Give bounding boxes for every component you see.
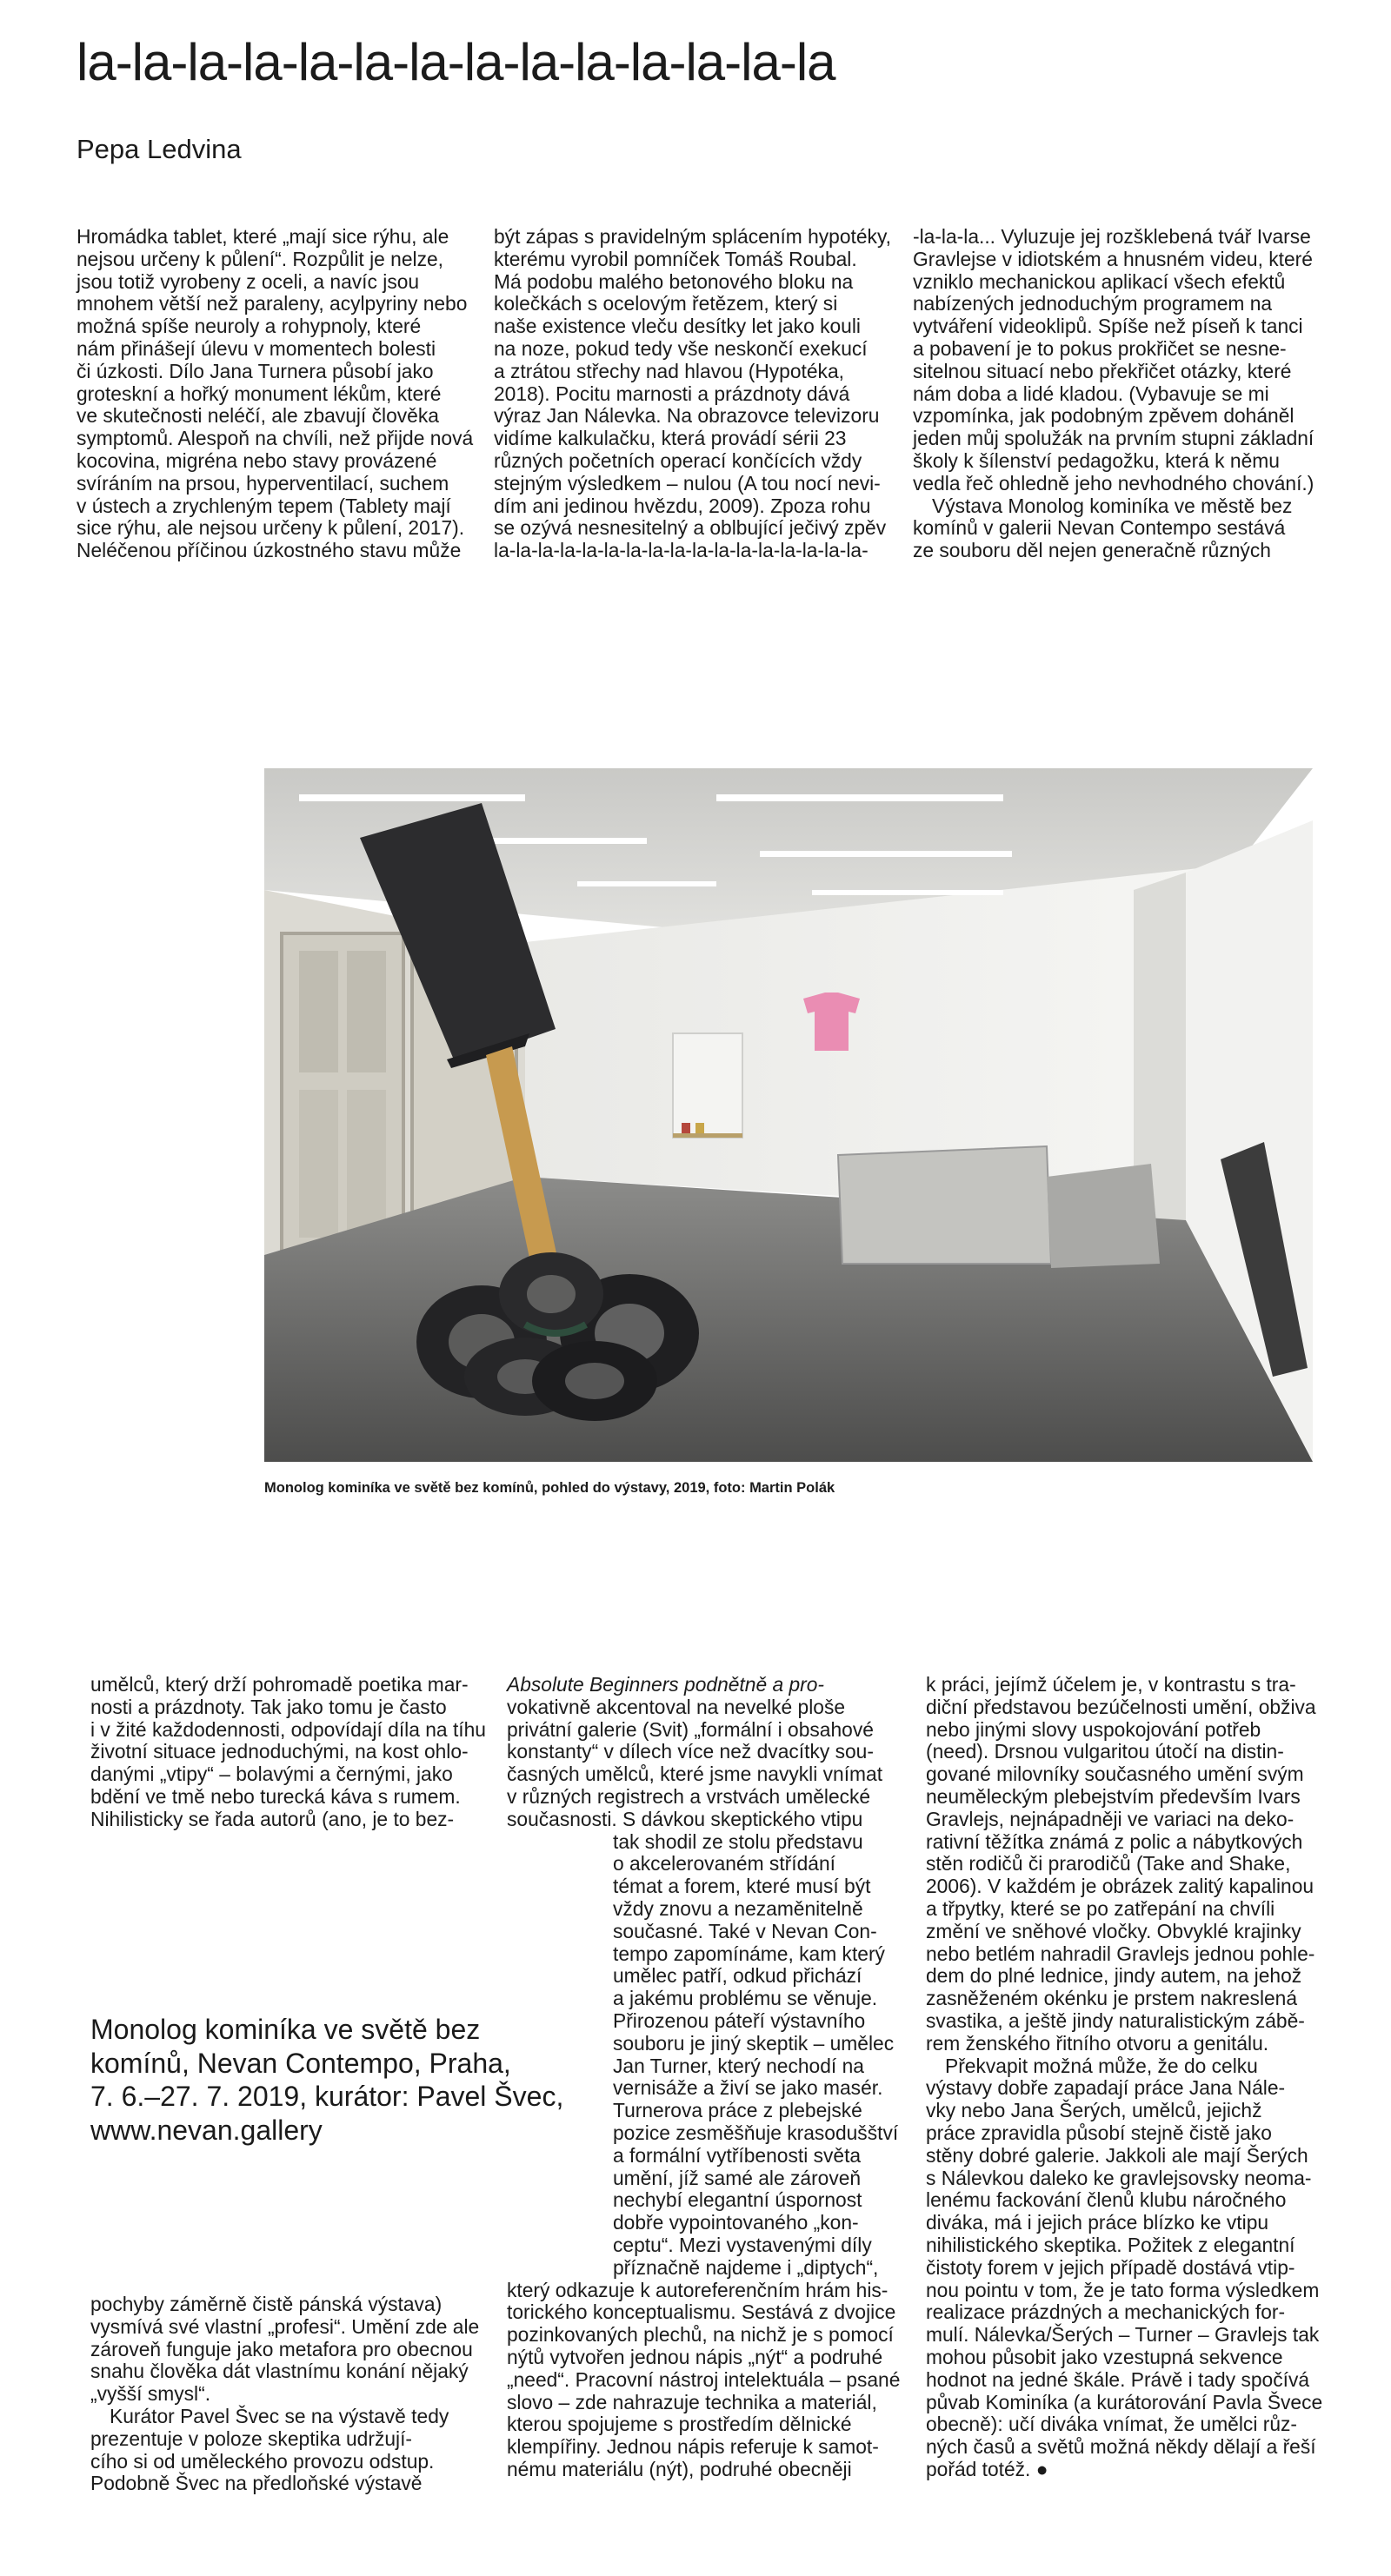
text-line: v různých registrech a vrstvách umělecké [507,1784,871,1808]
text-line: klempířiny. Jednou nápis referuje k samot- [507,2435,879,2459]
text-line: snahu člověka dát vlastnímu konání nějaký [90,2360,469,2383]
text-line: současné. Také v Nevan Con- [613,1919,877,1942]
text-line: Podobně Švec na předloňské výstavě [90,2472,423,2495]
bottom-column-1-bottom [90,2294,499,2495]
text-line: Absolute Beginners podnětně a pro- [507,1673,825,1696]
text-line: a třpytky, které se po zatřepání na chvíli [926,1896,1275,1920]
text-line: nihilistického skeptika. Požitek z elegantní [926,2233,1295,2256]
exhibition-info [90,2013,577,2147]
text-line: ných časů a světů možná někdy dělají a řeší [926,2435,1316,2459]
article-title: la-la-la-la-la-la-la-la-la-la-la-la-la-la [77,33,835,91]
text-line: vždy znovu a nezaměnitelně [613,1896,863,1920]
text-line: nebo jinými slovy uspokojování potřeb [926,1717,1261,1741]
info-line: www.nevan.gallery [90,2114,323,2146]
top-column-2 [494,226,902,562]
text-line: nosti a prázdnoty. Tak jako tomu je často [90,1695,447,1718]
text-line: nou pointu v tom, že je tato forma výsledkem [926,2278,1320,2301]
top-column-1 [77,226,485,562]
text-line: různých početních operací končících vždy [494,448,862,472]
text-line: svastika, a ještě jindy naturalistickým zábě- [926,2008,1305,2032]
text-line: mohou působit jako vzestupná sekvence [926,2345,1283,2368]
text-line: pozinkovaných plechů, na nichž je s pomocí [507,2323,894,2347]
text-line: vytváření videoklipů. Spíše než píseň k tanci [913,315,1303,338]
text-line: Turnerova práce z plebejské [613,2099,862,2122]
text-line: jeden můj spolužák na prvním stupni základní [913,427,1314,450]
info-line: 7. 6.–27. 7. 2019, kurátor: Pavel Švec, [90,2081,564,2112]
text-line: kterému vyrobil pomníček Tomáš Roubal. [494,247,857,270]
text-line: rem ženského řitního otvoru a genitálu. [926,2031,1269,2055]
top-column-3 [913,226,1321,562]
text-line: Gravlejse v idiotském a hnusném videu, které [913,247,1313,270]
text-line: Kurátor Pavel Švec se na výstavě tedy [110,2404,449,2427]
text-line: Má podobu malého betonového bloku na [494,269,854,293]
text-line: a jakému problému se věnuje. [613,1987,878,2010]
text-line: či úzkosti. Dílo Jana Turnera působí jako [77,359,434,382]
text-line: nechybí elegantní úspornost [613,2188,862,2212]
text-line: Jan Turner, který nechodí na [613,2054,864,2077]
text-line: o akcelerovaném střídání [613,1852,835,1876]
text-line: změní ve sněhové vločky. Obvyklé krajinky [926,1919,1301,1942]
text-line: výstavy dobře zapadají práce Jana Nále- [926,2076,1286,2100]
text-line: ze souboru děl nejen generačně různých [913,539,1271,562]
text-line: prezentuje v poloze skeptika udržují- [90,2427,413,2450]
text-line: komínů v galerii Nevan Contempo sestává [913,516,1286,540]
text-line: se ozývá nesnesitelný a oblbující ječivý zpěv [494,516,887,540]
text-line: nému materiálu (nýt), podruhé obecněji [507,2457,852,2480]
text-line: mnohem větší než paraleny, acylpyriny nebo [77,292,468,315]
text-line: dobře vypointovaného „kon- [613,2211,859,2234]
text-line: torického konceptualismu. Sestává z dvojice [507,2300,896,2324]
text-line: Nihilisticky se řada autorů (ano, je to bez- [90,1807,455,1830]
text-line: danými „vtipy“ – bolavými a černými, jako [90,1763,453,1786]
text-line: a formální vytříbenosti světa [613,2143,862,2167]
text-line: kolečkách s ocelovým řetězem, který si [494,292,838,315]
text-line: vernisáže a živí se jako masér. [613,2076,883,2100]
text-line: 2018). Pocitu marnosti a prázdnoty dává [494,382,850,405]
text-line: příznačně najdeme i „diptych“, [613,2255,879,2279]
text-line: groteskní a hořký monument lékům, které [77,382,442,405]
text-line: vky nebo Jana Šerých, umělců, jejichž [926,2099,1262,2122]
text-line: gované milovníky současného umění svým [926,1763,1304,1786]
text-line: -la-la-la... Vyluzuje jej rozšklebená tvář Ivarse [913,225,1311,248]
text-line: (need). Drsnou vulgaritou útočí na distin- [926,1740,1284,1763]
text-line: tempo zapomínáme, kam který [613,1942,885,1965]
text-line: nám přinášejí úlevu v momentech bolesti [77,336,436,360]
text-line: nám doba a lidé kladou. (Vybavuje se mi [913,382,1269,405]
text-line: půvab Kominíka (a kurátorování Pavla Švece [926,2390,1323,2413]
info-line: Monolog kominíka ve světě bez [90,2014,481,2045]
text-line: nabízených jednoduchým programem na [913,292,1273,315]
text-line: neuměleckým plebejstvím především Ivars [926,1784,1301,1808]
text-line: dem do plné lednice, jindy autem, na jehož [926,1964,1302,1988]
photo-caption: Monolog kominíka ve světě bez komínů, pohled do výstavy, 2019, foto: Martin Polák [264,1480,835,1496]
text-line: svíráním na prsou, hyperventilací, suchem [77,471,449,495]
text-line: diční představou bezúčelnosti umění, obživa [926,1695,1316,1718]
text-line: slovo – zde nahrazuje technika a materiál, [507,2390,877,2413]
bottom-column-1-top [90,1674,499,1831]
text-line: stejným výsledkem – nulou (A tou nocí nevi- [494,471,881,495]
text-line: konstanty“ v dílech více než dvacítky sou- [507,1740,874,1763]
text-line: školy k šílenství pedagožku, která k němu [913,448,1280,472]
text-line: pořád totéž. ● [926,2457,1048,2480]
text-line: zasněženém okénku je prstem nakreslená [926,1987,1298,2010]
text-line: a pobavení je to pokus prokřičet se nesne- [913,336,1287,360]
text-line: tak shodil ze stolu představu [613,1829,863,1853]
text-line: rativní těžítka známá z polic a nábytkových [926,1829,1303,1853]
text-line: zároveň funguje jako metafora pro obecnou [90,2337,473,2360]
text-line: vokativně akcentoval na nevelké ploše [507,1695,846,1718]
text-line: dím ani jedinou hvězdu, 2009). Zpoza rohu [494,494,871,517]
text-line: v ústech a zrychleným tepem (Tablety mají [77,494,451,517]
text-line: umění, jíž samé ale zároveň [613,2166,862,2189]
text-line: „need“. Pracovní nástroj intelektuála – psané [507,2367,901,2391]
text-line: symptomů. Alespoň na chvíli, než přijde nová [77,427,474,450]
text-line: naše existence vleču desítky let jako kouli [494,315,861,338]
text-line: nejsou určeny k půlení“. Rozpůlit je nelze, [77,247,443,270]
text-line: vysmívá své vlastní „profesi“. Umění zde ale [90,2314,480,2338]
text-line: lenému fackování členů klubu náročného [926,2188,1287,2212]
text-line: i v žité každodennosti, odpovídají díla na tíhu [90,1717,486,1741]
text-line: vzpomínka, jak podobným zpěvem doháněl [913,404,1294,428]
text-line: s Nálevkou daleko ke gravlejsovsky neoma- [926,2166,1312,2189]
text-line: Gravlejs, nejnápadněji ve variaci na deko- [926,1807,1294,1830]
text-line: který odkazuje k autoreferenčním hrám his- [507,2278,889,2301]
text-line: životní situace jednoduchými, na kost ohlo- [90,1740,469,1763]
text-line: současnosti. S dávkou skeptického vtipu [507,1807,863,1830]
text-line: cího si od uměleckého provozu odstup. [90,2449,435,2473]
info-line: komínů, Nevan Contempo, Praha, [90,2047,511,2079]
text-line: vedla řeč ohledně jeho nevhodného chování.) [913,471,1314,495]
text-line: souboru je jiný skeptik – umělec [613,2031,895,2055]
text-line: privátní galerie (Svit) „formální i obsahové [507,1717,874,1741]
text-line: la-la-la-la-la-la-la-la-la-la-la-la-la-la-la-la-la- [494,539,869,562]
text-line: Překvapit možná může, že do celku [945,2054,1258,2077]
text-line: diváka, má i jejich práce blízko ke vtipu [926,2211,1269,2234]
text-line: stěn rodičů či prarodičů (Take and Shake, [926,1852,1291,1876]
text-line: stěny dobré galerie. Jakkoli ale mají Šerých [926,2143,1308,2167]
text-line: umělců, který drží pohromadě poetika mar- [90,1673,469,1696]
text-line: ve skutečnosti neléčí, ale zbavují člověka [77,404,439,428]
article-author: Pepa Ledvina [77,134,242,164]
text-line: jsou totiž vyrobeny z oceli, a navíc jsou [77,269,420,293]
exhibition-photo [264,768,1313,1462]
text-line: být zápas s pravidelným splácením hypotéky, [494,225,891,248]
text-line: Přirozenou páteří výstavního [613,2008,866,2032]
text-line: pochyby záměrně čistě pánská výstava) [90,2293,443,2315]
text-line: kterou spojujeme s prostředím dělnické [507,2413,852,2436]
text-line: hodnot na jedné škále. Právě i tady spočívá [926,2367,1310,2391]
text-line: „vyšší smysl“. [90,2382,211,2406]
text-line: sitelnou situací nebo překřičet otázky, které [913,359,1292,382]
text-line: Neléčenou příčinou úzkostného stavu může [77,539,462,562]
bottom-column-3 [926,1674,1334,2481]
text-line: realizace prázdných a mechanických for- [926,2300,1286,2324]
bottom-column-2 [507,1674,915,2481]
text-line: pozice zesměšňuje krasodušštví [613,2121,899,2144]
text-line: vidíme kalkulačku, která provádí sérii 23 [494,427,847,450]
text-line: umělec patří, odkud přichází [613,1964,862,1988]
text-line: výraz Jan Nálevka. Na obrazovce televizoru [494,404,880,428]
text-line: a ztrátou střechy nad hlavou (Hypotéka, [494,359,844,382]
text-line: Výstava Monolog kominíka ve městě bez [932,494,1293,517]
text-line: ceptu“. Mezi vystavenými díly [613,2233,872,2256]
text-line: možná spíše neuroly a rohypnoly, které [77,315,422,338]
text-line: Hromádka tablet, které „mají sice rýhu, ale [77,225,449,248]
text-line: nýtů vytvořen jednou nápis „nýt“ a podruhé [507,2345,883,2368]
text-line: mulí. Nálevka/Šerých – Turner – Gravlejs tak [926,2323,1320,2347]
text-line: bdění ve tmě nebo turecká káva s rumem. [90,1784,461,1808]
text-line: sice rýhu, ale nejsou určeny k půlení, 2017). [77,516,465,540]
text-line: 2006). V každém je obrázek zalitý kapalinou [926,1875,1314,1898]
text-line: témat a forem, které musí být [613,1875,871,1898]
text-line: práce zpravidla působí stejně čistě jako [926,2121,1272,2144]
text-line: vzniklo mechanickou aplikací všech efektů [913,269,1286,293]
text-line: obecně): učí diváka vnímat, že umělci růz- [926,2413,1297,2436]
text-line: k práci, jejímž účelem je, v kontrastu s tra- [926,1673,1296,1696]
text-line: na noze, pokud tedy vše neskončí exekucí [494,336,868,360]
text-line: kocovina, migréna nebo stavy provázené [77,448,437,472]
text-line: časných umělců, které jsme navykli vnímat [507,1763,883,1786]
text-line: nebo betlém nahradil Gravlejs jednou pohle- [926,1942,1315,1965]
text-line: čistoty forem v jejich případě dostává vtip- [926,2255,1295,2279]
